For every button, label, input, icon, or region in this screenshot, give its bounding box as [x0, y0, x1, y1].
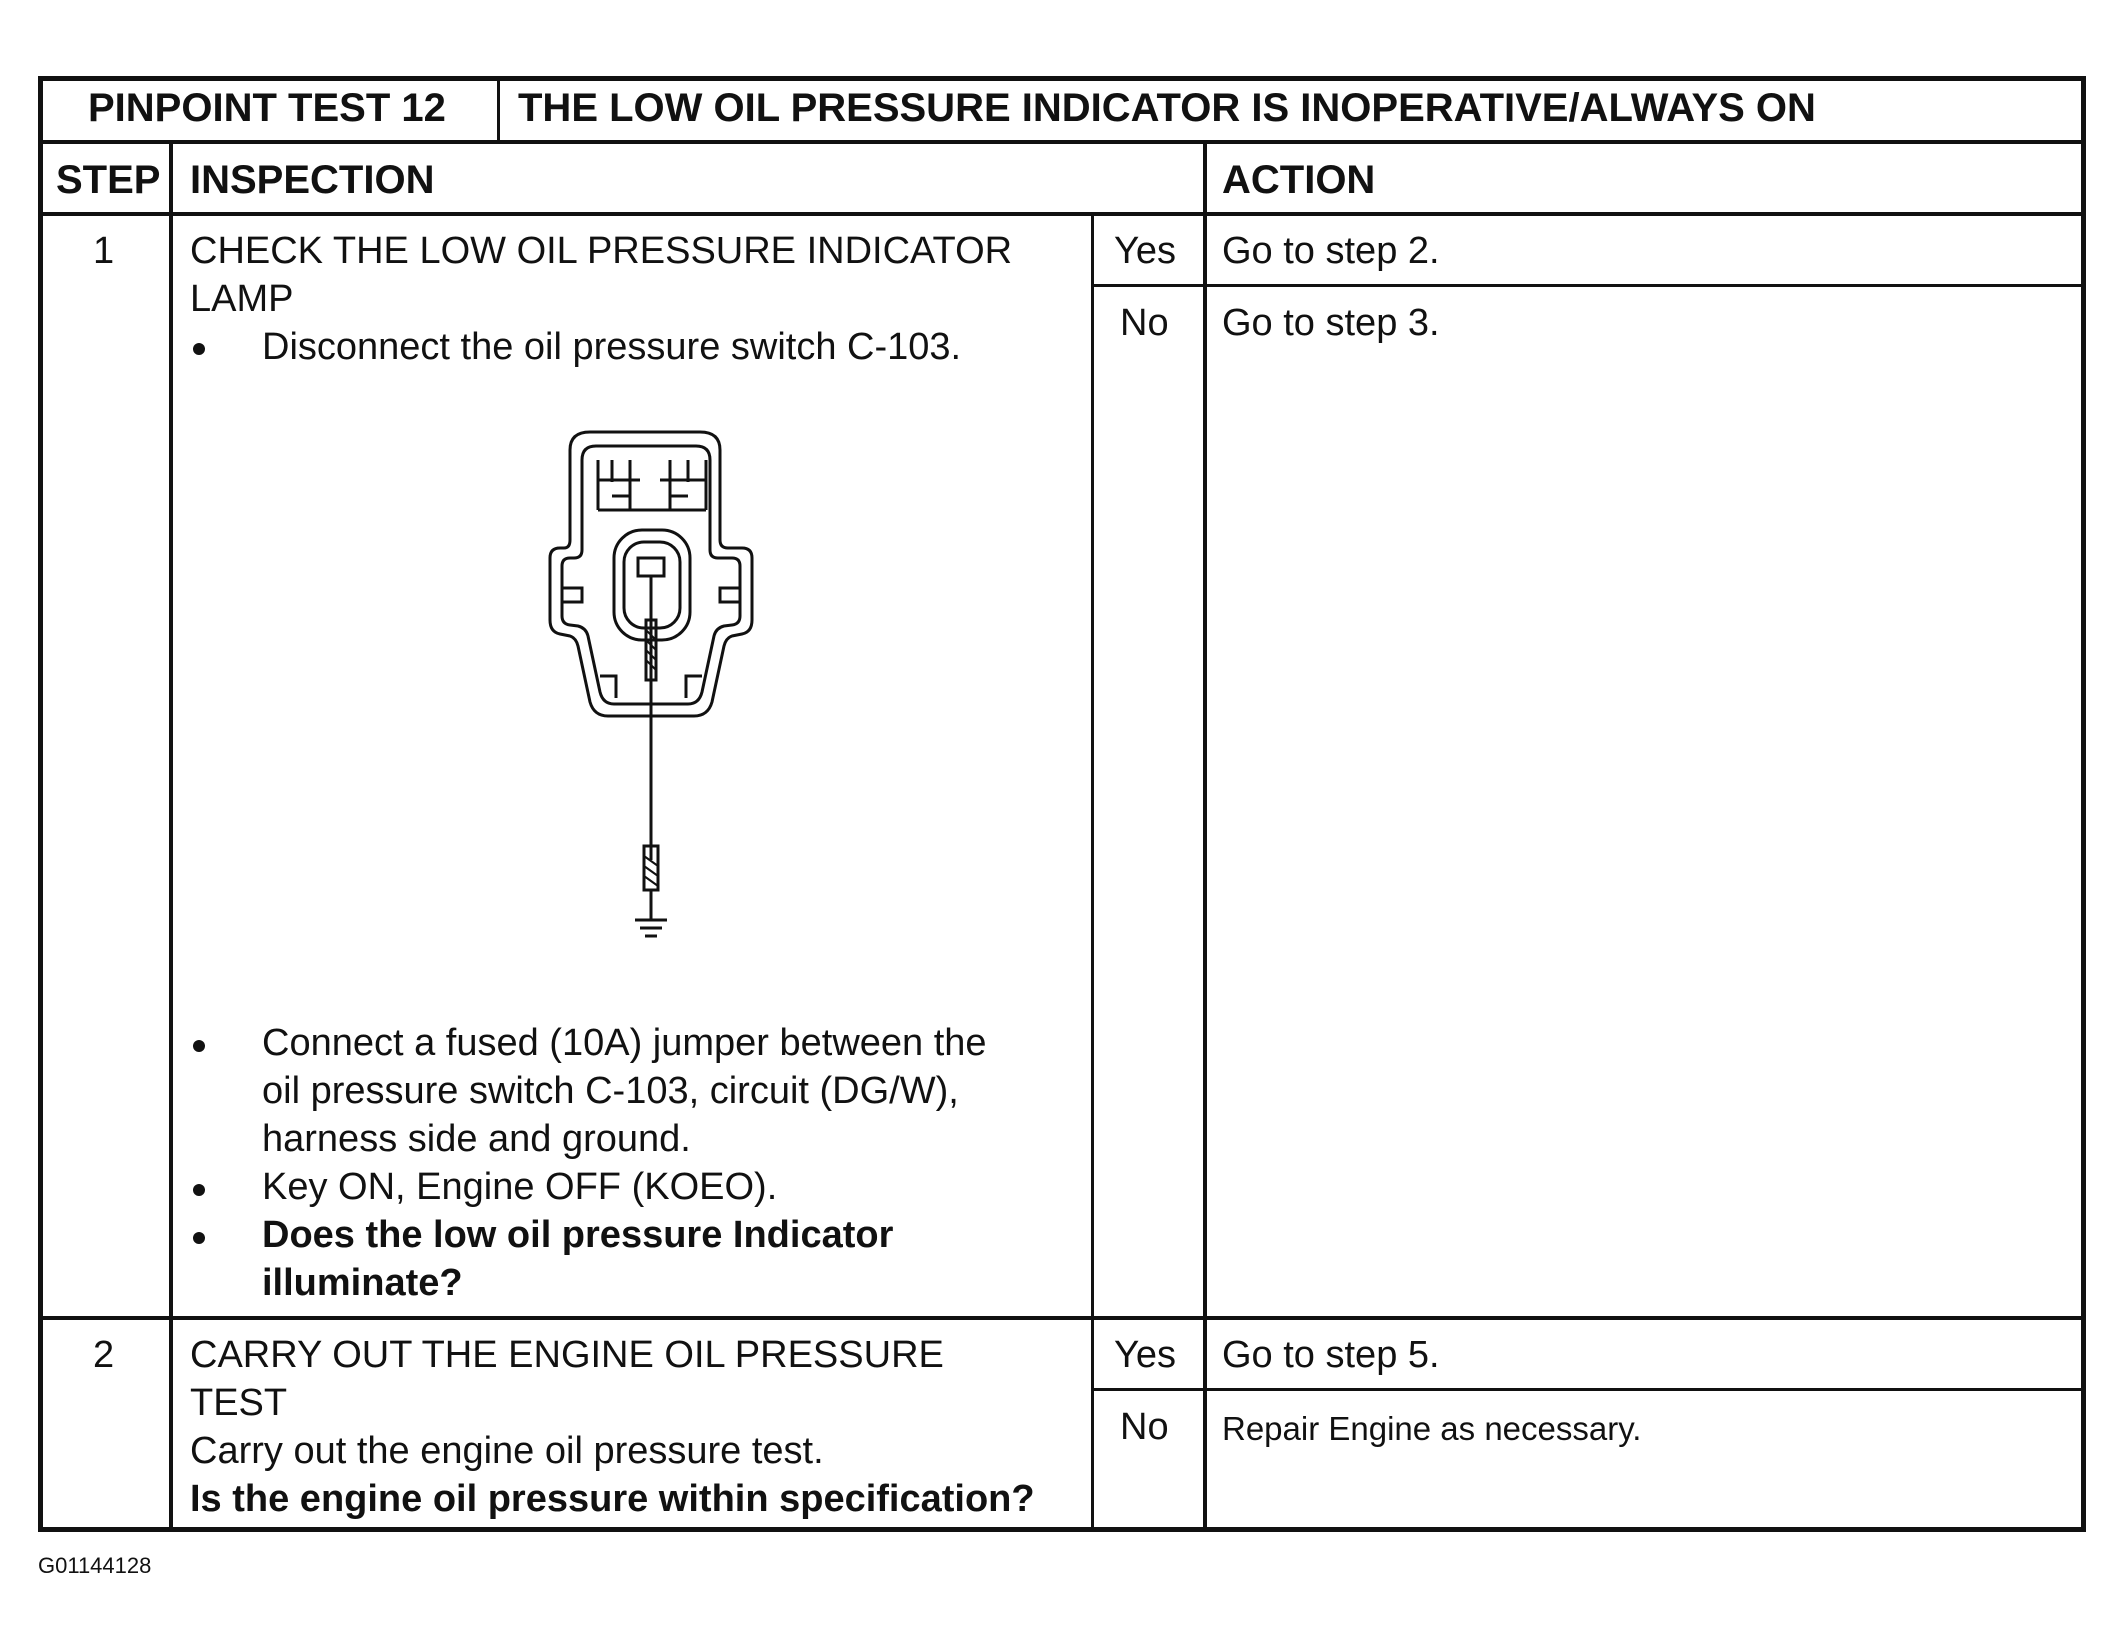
- table-outer-top: [38, 76, 2086, 81]
- step1-title-line1: CHECK THE LOW OIL PRESSURE INDICATOR: [190, 230, 1013, 272]
- step2-number: 2: [93, 1334, 115, 1376]
- bullet-dot: [193, 1040, 205, 1052]
- step2-title-line1: CARRY OUT THE ENGINE OIL PRESSURE: [190, 1334, 944, 1376]
- test-label: PINPOINT TEST 12: [88, 86, 446, 130]
- connector-jumper-to-ground-icon: [520, 420, 780, 950]
- step1-question-line2: illuminate?: [262, 1262, 463, 1304]
- step-divider: [38, 1316, 2086, 1320]
- step1-bullet2-line2: oil pressure switch C-103, circuit (DG/W),: [262, 1070, 959, 1112]
- header-divider: [38, 140, 2086, 144]
- table-outer-bottom: [38, 1527, 2086, 1532]
- step2-body: Carry out the engine oil pressure test.: [190, 1430, 824, 1472]
- step2-question: Is the engine oil pressure within specification?: [190, 1478, 1035, 1520]
- step1-no-action: Go to step 3.: [1222, 302, 1440, 344]
- test-title: THE LOW OIL PRESSURE INDICATOR IS INOPERATIVE/ALWAYS ON: [518, 86, 1816, 130]
- action-column-divider: [1203, 140, 1207, 1530]
- step2-yes-label: Yes: [1114, 1334, 1176, 1376]
- bullet-dot: [193, 343, 205, 355]
- column-header-inspection: INSPECTION: [190, 158, 435, 202]
- header-vertical-divider: [497, 76, 500, 142]
- step-column-divider: [169, 140, 173, 1530]
- bullet-dot: [193, 1184, 205, 1196]
- inspection-column-divider: [1091, 214, 1094, 1530]
- step1-bullet3: Key ON, Engine OFF (KOEO).: [262, 1166, 778, 1208]
- figure-ref: G01144128: [38, 1553, 152, 1578]
- step2-title-line2: TEST: [190, 1382, 288, 1424]
- table-outer-left: [38, 76, 43, 1532]
- step1-yes-no-divider: [1093, 284, 2083, 287]
- step1-title-line2: LAMP: [190, 278, 294, 320]
- step2-no-action: Repair Engine as necessary.: [1222, 1410, 1642, 1447]
- table-outer-right: [2081, 76, 2086, 1532]
- step2-no-label: No: [1120, 1406, 1169, 1448]
- step1-number: 1: [93, 230, 115, 272]
- bullet-dot: [193, 1232, 205, 1244]
- step1-no-label: No: [1120, 302, 1169, 344]
- step1-bullet2-line1: Connect a fused (10A) jumper between the: [262, 1022, 987, 1064]
- step2-yes-action: Go to step 5.: [1222, 1334, 1440, 1376]
- step1-yes-label: Yes: [1114, 230, 1176, 272]
- step1-bullet1: Disconnect the oil pressure switch C-103.: [262, 326, 962, 368]
- column-header-action: ACTION: [1222, 158, 1376, 202]
- step1-yes-action: Go to step 2.: [1222, 230, 1440, 272]
- column-header-step: STEP: [56, 158, 161, 202]
- column-header-divider: [38, 212, 2086, 216]
- step2-yes-no-divider: [1093, 1388, 2083, 1391]
- step1-question-line1: Does the low oil pressure Indicator: [262, 1214, 894, 1256]
- step1-bullet2-line3: harness side and ground.: [262, 1118, 691, 1160]
